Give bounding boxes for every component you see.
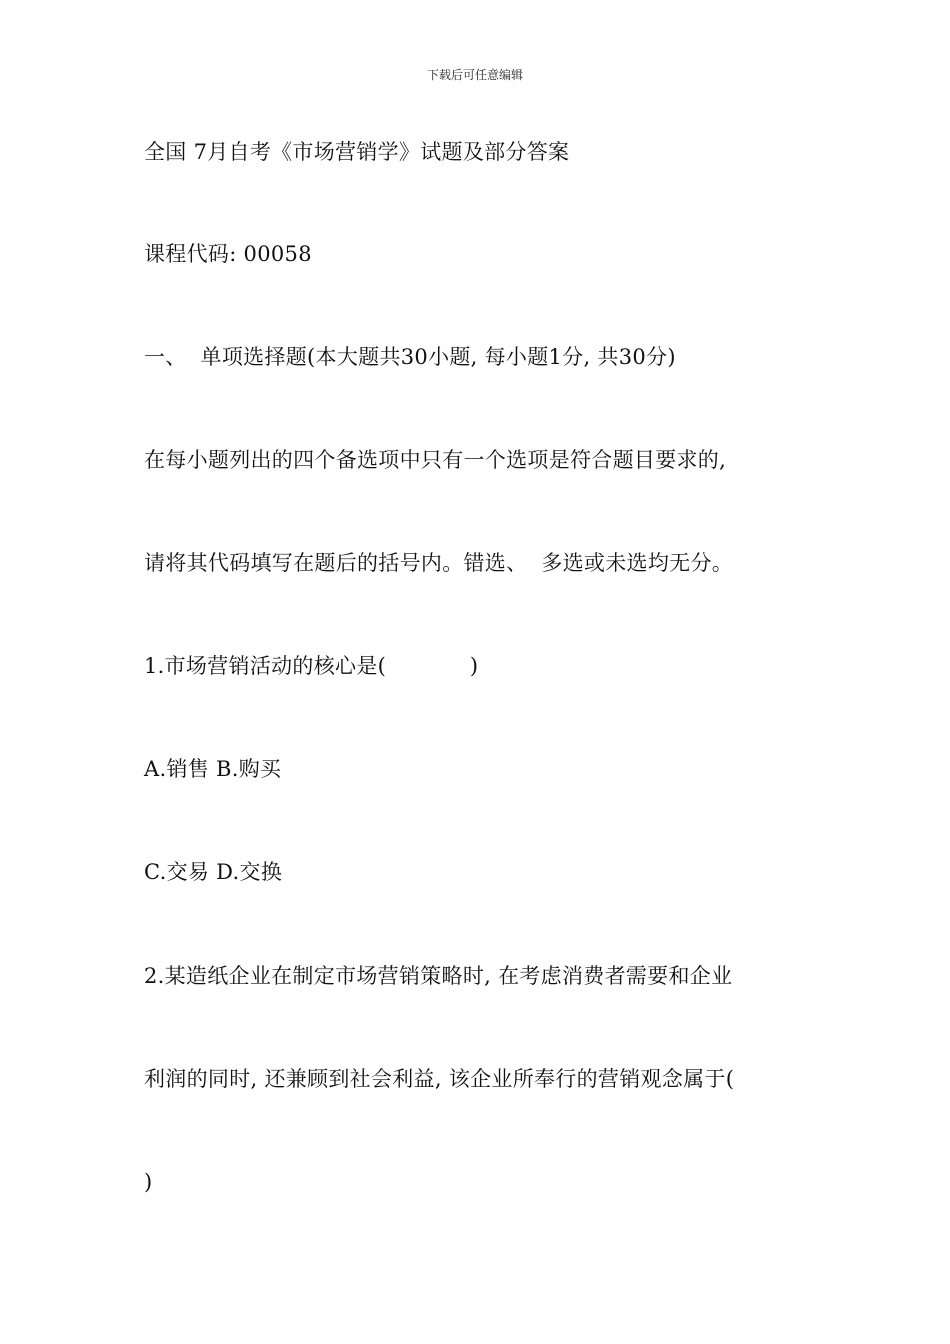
question-2-stem-line-1: 2.某造纸企业在制定市场营销策略时, 在考虑消费者需要和企业 <box>144 964 733 988</box>
question-2-stem-line-3: ) <box>144 1170 153 1194</box>
question-1-options-cd: C.交易 D.交换 <box>144 860 283 884</box>
question-1-options-ab: A.销售 B.购买 <box>144 757 282 781</box>
question-1-stem: 1.市场营销活动的核心是( ) <box>144 654 479 678</box>
course-code: 课程代码: 00058 <box>144 242 312 266</box>
instruction-line-2: 请将其代码填写在题后的括号内。错选、 多选或未选均无分。 <box>144 551 734 575</box>
instruction-line-1: 在每小题列出的四个备选项中只有一个选项是符合题目要求的, <box>144 448 727 472</box>
section-heading: 一、 单项选择题(本大题共30小题, 每小题1分, 共30分) <box>144 345 676 369</box>
page-header-note: 下载后可任意编辑 <box>426 68 523 82</box>
document-title: 全国 7月自考《市场营销学》试题及部分答案 <box>144 140 570 164</box>
question-2-stem-line-2: 利润的同时, 还兼顾到社会利益, 该企业所奉行的营销观念属于( <box>144 1067 735 1091</box>
